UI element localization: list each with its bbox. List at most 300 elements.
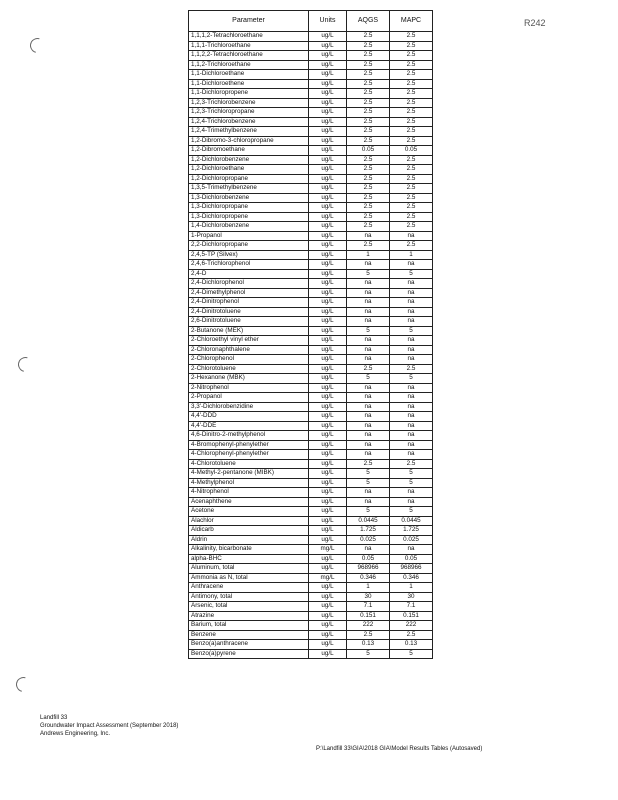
cell-aqgs: 1: [347, 250, 390, 260]
cell-units: ug/L: [309, 222, 347, 232]
table-row: [189, 241, 433, 251]
cell-mapc: na: [390, 307, 433, 317]
cell-aqgs: na: [347, 260, 390, 270]
cell-parameter: 1,3,5-Trimethylbenzene: [189, 184, 309, 194]
cell-aqgs: 2.5: [347, 117, 390, 127]
cell-units: ug/L: [309, 649, 347, 659]
cell-mapc: 2.5: [390, 184, 433, 194]
cell-parameter: 3,3'-Dichlorobenzidine: [189, 402, 309, 412]
cell-units: ug/L: [309, 640, 347, 650]
table-row: [189, 497, 433, 507]
table-row: [189, 193, 433, 203]
cell-parameter: 4-Chlorotoluene: [189, 459, 309, 469]
cell-mapc: 0.0445: [390, 516, 433, 526]
table-row: [189, 41, 433, 51]
cell-mapc: 30: [390, 592, 433, 602]
cell-aqgs: 0.346: [347, 573, 390, 583]
cell-mapc: 2.5: [390, 127, 433, 137]
page-code: R242: [524, 18, 546, 28]
cell-aqgs: 2.5: [347, 89, 390, 99]
cell-parameter: 4-Nitrophenol: [189, 488, 309, 498]
cell-aqgs: 2.5: [347, 155, 390, 165]
cell-aqgs: 5: [347, 649, 390, 659]
cell-parameter: 2,4-Dinitrophenol: [189, 298, 309, 308]
table-row: [189, 79, 433, 89]
table-row: [189, 32, 433, 42]
cell-parameter: 2,4-Dinitrotoluene: [189, 307, 309, 317]
table-row: [189, 146, 433, 156]
cell-parameter: 2-Chlorophenol: [189, 355, 309, 365]
cell-mapc: na: [390, 402, 433, 412]
cell-aqgs: 968966: [347, 564, 390, 574]
cell-mapc: na: [390, 545, 433, 555]
cell-units: ug/L: [309, 393, 347, 403]
cell-units: ug/L: [309, 564, 347, 574]
cell-mapc: na: [390, 497, 433, 507]
cell-parameter: 1,2,3-Trichloropropane: [189, 108, 309, 118]
cell-aqgs: na: [347, 412, 390, 422]
cell-units: ug/L: [309, 98, 347, 108]
table-row: [189, 212, 433, 222]
cell-parameter: Arsenic, total: [189, 602, 309, 612]
cell-mapc: 222: [390, 621, 433, 631]
cell-units: ug/L: [309, 516, 347, 526]
cell-parameter: 2,2-Dichloropropane: [189, 241, 309, 251]
cell-aqgs: 2.5: [347, 41, 390, 51]
table-row: [189, 431, 433, 441]
cell-parameter: 2-Hexanone (MBK): [189, 374, 309, 384]
cell-aqgs: 0.0445: [347, 516, 390, 526]
table-row: [189, 564, 433, 574]
cell-units: ug/L: [309, 203, 347, 213]
cell-units: ug/L: [309, 260, 347, 270]
cell-mapc: na: [390, 440, 433, 450]
cell-mapc: 2.5: [390, 32, 433, 42]
cell-aqgs: 0.151: [347, 611, 390, 621]
cell-parameter: Benzene: [189, 630, 309, 640]
cell-parameter: 4-Methylphenol: [189, 478, 309, 488]
cell-aqgs: 2.5: [347, 630, 390, 640]
cell-aqgs: na: [347, 383, 390, 393]
cell-parameter: 1,4-Dichlorobenzene: [189, 222, 309, 232]
cell-parameter: 1,1,2-Trichloroethane: [189, 60, 309, 70]
cell-aqgs: na: [347, 497, 390, 507]
table-row: [189, 545, 433, 555]
cell-mapc: 7.1: [390, 602, 433, 612]
cell-aqgs: 0.05: [347, 146, 390, 156]
cell-aqgs: na: [347, 288, 390, 298]
cell-parameter: 2-Chloronaphthalene: [189, 345, 309, 355]
cell-aqgs: na: [347, 393, 390, 403]
cell-units: ug/L: [309, 412, 347, 422]
cell-parameter: Alachlor: [189, 516, 309, 526]
cell-aqgs: 2.5: [347, 108, 390, 118]
cell-aqgs: 2.5: [347, 174, 390, 184]
table-row: [189, 592, 433, 602]
cell-mapc: 5: [390, 507, 433, 517]
cell-units: ug/L: [309, 459, 347, 469]
cell-units: ug/L: [309, 212, 347, 222]
table-row: [189, 127, 433, 137]
cell-mapc: 5: [390, 269, 433, 279]
table-row: [189, 117, 433, 127]
cell-units: ug/L: [309, 526, 347, 536]
cell-mapc: na: [390, 279, 433, 289]
cell-units: ug/L: [309, 298, 347, 308]
cell-mapc: 2.5: [390, 60, 433, 70]
cell-aqgs: 5: [347, 269, 390, 279]
cell-aqgs: 1.725: [347, 526, 390, 536]
punch-hole-mark: [27, 35, 47, 55]
cell-mapc: na: [390, 450, 433, 460]
table-header-row: [189, 11, 433, 32]
cell-units: ug/L: [309, 554, 347, 564]
cell-units: ug/L: [309, 355, 347, 365]
table-row: [189, 488, 433, 498]
cell-aqgs: 2.5: [347, 241, 390, 251]
cell-mapc: 0.13: [390, 640, 433, 650]
cell-parameter: Aldrin: [189, 535, 309, 545]
cell-units: ug/L: [309, 611, 347, 621]
punch-hole-mark: [13, 674, 33, 694]
footer-file-path: P:\Landfill 33\GIA\2018 GIA\Model Results Tables (Autosaved): [316, 746, 483, 752]
table-row: [189, 222, 433, 232]
cell-aqgs: na: [347, 307, 390, 317]
cell-mapc: 2.5: [390, 212, 433, 222]
table-row: [189, 89, 433, 99]
cell-units: ug/L: [309, 535, 347, 545]
cell-aqgs: 5: [347, 478, 390, 488]
cell-units: ug/L: [309, 621, 347, 631]
cell-mapc: 968966: [390, 564, 433, 574]
cell-aqgs: na: [347, 440, 390, 450]
cell-units: ug/L: [309, 602, 347, 612]
cell-parameter: Acetone: [189, 507, 309, 517]
table-row: [189, 184, 433, 194]
table-row: [189, 421, 433, 431]
table-row: [189, 507, 433, 517]
cell-units: ug/L: [309, 269, 347, 279]
cell-units: ug/L: [309, 421, 347, 431]
table-row: [189, 554, 433, 564]
cell-parameter: 1,2,4-Trimethylbenzene: [189, 127, 309, 137]
cell-mapc: 2.5: [390, 241, 433, 251]
cell-units: mg/L: [309, 545, 347, 555]
cell-mapc: na: [390, 260, 433, 270]
cell-mapc: 2.5: [390, 165, 433, 175]
cell-units: ug/L: [309, 507, 347, 517]
cell-units: ug/L: [309, 336, 347, 346]
cell-aqgs: 2.5: [347, 212, 390, 222]
cell-aqgs: na: [347, 355, 390, 365]
table-row: [189, 583, 433, 593]
cell-units: ug/L: [309, 231, 347, 241]
table-row: [189, 288, 433, 298]
cell-aqgs: na: [347, 402, 390, 412]
cell-mapc: 2.5: [390, 51, 433, 61]
cell-parameter: 2,4,6-Trichlorophenol: [189, 260, 309, 270]
table-row: [189, 51, 433, 61]
cell-aqgs: na: [347, 317, 390, 327]
cell-units: ug/L: [309, 136, 347, 146]
cell-mapc: na: [390, 412, 433, 422]
cell-parameter: 1,1,1,2-Tetrachloroethane: [189, 32, 309, 42]
table-row: [189, 155, 433, 165]
cell-mapc: na: [390, 421, 433, 431]
column-header-units: Units: [309, 11, 347, 32]
cell-units: ug/L: [309, 127, 347, 137]
cell-aqgs: na: [347, 345, 390, 355]
table-row: [189, 355, 433, 365]
cell-parameter: 4,6-Dinitro-2-methylphenol: [189, 431, 309, 441]
cell-mapc: 2.5: [390, 41, 433, 51]
cell-parameter: 1,2,4-Trichlorobenzene: [189, 117, 309, 127]
table-row: [189, 98, 433, 108]
cell-aqgs: 0.13: [347, 640, 390, 650]
column-header-aqgs: AQGS: [347, 11, 390, 32]
cell-parameter: 1,1,1-Trichloroethane: [189, 41, 309, 51]
cell-parameter: 4-Chlorophenyl-phenylether: [189, 450, 309, 460]
cell-mapc: 1: [390, 250, 433, 260]
cell-parameter: 1,1-Dichloroethene: [189, 79, 309, 89]
cell-mapc: na: [390, 231, 433, 241]
cell-parameter: 1,2-Dichloroethane: [189, 165, 309, 175]
table-row: [189, 526, 433, 536]
cell-units: ug/L: [309, 307, 347, 317]
cell-aqgs: 5: [347, 326, 390, 336]
cell-aqgs: 2.5: [347, 60, 390, 70]
cell-units: ug/L: [309, 592, 347, 602]
table-row: [189, 602, 433, 612]
table-row: [189, 412, 433, 422]
cell-aqgs: 2.5: [347, 98, 390, 108]
table-row: [189, 478, 433, 488]
table-row: [189, 535, 433, 545]
cell-units: ug/L: [309, 41, 347, 51]
cell-aqgs: 0.05: [347, 554, 390, 564]
cell-units: ug/L: [309, 469, 347, 479]
cell-aqgs: 5: [347, 507, 390, 517]
cell-aqgs: 2.5: [347, 184, 390, 194]
cell-mapc: 1: [390, 583, 433, 593]
cell-units: ug/L: [309, 155, 347, 165]
cell-mapc: na: [390, 393, 433, 403]
cell-parameter: Ammonia as N, total: [189, 573, 309, 583]
cell-units: ug/L: [309, 70, 347, 80]
table-row: [189, 307, 433, 317]
cell-aqgs: na: [347, 336, 390, 346]
cell-aqgs: 2.5: [347, 51, 390, 61]
cell-mapc: na: [390, 336, 433, 346]
cell-parameter: Barium, total: [189, 621, 309, 631]
cell-parameter: 2,4-D: [189, 269, 309, 279]
cell-parameter: 4,4'-DDE: [189, 421, 309, 431]
cell-aqgs: 2.5: [347, 203, 390, 213]
cell-aqgs: 2.5: [347, 459, 390, 469]
cell-aqgs: 5: [347, 374, 390, 384]
cell-parameter: Acenaphthene: [189, 497, 309, 507]
cell-units: ug/L: [309, 440, 347, 450]
cell-parameter: 1,2,3-Trichlorobenzene: [189, 98, 309, 108]
table-row: [189, 279, 433, 289]
table-row: [189, 393, 433, 403]
cell-aqgs: 2.5: [347, 193, 390, 203]
cell-aqgs: na: [347, 488, 390, 498]
cell-units: ug/L: [309, 79, 347, 89]
table-row: [189, 450, 433, 460]
cell-parameter: Atrazine: [189, 611, 309, 621]
cell-parameter: 1,3-Dichlorobenzene: [189, 193, 309, 203]
table-row: [189, 174, 433, 184]
cell-units: ug/L: [309, 374, 347, 384]
cell-mapc: na: [390, 383, 433, 393]
cell-parameter: Benzo(a)pyrene: [189, 649, 309, 659]
cell-units: ug/L: [309, 497, 347, 507]
table-row: [189, 402, 433, 412]
cell-aqgs: 1: [347, 583, 390, 593]
table-row: [189, 165, 433, 175]
cell-parameter: 2-Nitrophenol: [189, 383, 309, 393]
table-body: [189, 32, 433, 659]
cell-parameter: 4-Methyl-2-pentanone (MIBK): [189, 469, 309, 479]
cell-parameter: 1,3-Dichloropropane: [189, 203, 309, 213]
cell-aqgs: 2.5: [347, 127, 390, 137]
cell-units: ug/L: [309, 241, 347, 251]
table-row: [189, 440, 433, 450]
table-row: [189, 621, 433, 631]
cell-parameter: Antimony, total: [189, 592, 309, 602]
cell-units: ug/L: [309, 630, 347, 640]
cell-mapc: 2.5: [390, 108, 433, 118]
cell-mapc: 5: [390, 649, 433, 659]
table-row: [189, 383, 433, 393]
cell-units: ug/L: [309, 60, 347, 70]
cell-parameter: Aluminum, total: [189, 564, 309, 574]
cell-mapc: na: [390, 288, 433, 298]
cell-units: ug/L: [309, 32, 347, 42]
cell-parameter: 1,3-Dichloropropene: [189, 212, 309, 222]
cell-parameter: 2,4-Dimethylphenol: [189, 288, 309, 298]
cell-units: ug/L: [309, 431, 347, 441]
table-row: [189, 364, 433, 374]
cell-mapc: na: [390, 431, 433, 441]
cell-mapc: 5: [390, 478, 433, 488]
table-row: [189, 469, 433, 479]
cell-units: ug/L: [309, 317, 347, 327]
table-row: [189, 317, 433, 327]
cell-units: ug/L: [309, 184, 347, 194]
cell-mapc: 5: [390, 326, 433, 336]
table-row: [189, 630, 433, 640]
footer-report-title: Groundwater Impact Assessment (September 2018): [40, 723, 179, 729]
cell-mapc: 5: [390, 374, 433, 384]
cell-parameter: 2-Chloroethyl vinyl ether: [189, 336, 309, 346]
cell-mapc: 2.5: [390, 155, 433, 165]
table-row: [189, 573, 433, 583]
table-row: [189, 250, 433, 260]
cell-mapc: 0.151: [390, 611, 433, 621]
cell-parameter: 2,4-Dichlorophenol: [189, 279, 309, 289]
cell-mapc: 5: [390, 469, 433, 479]
cell-mapc: na: [390, 317, 433, 327]
cell-parameter: 4-Bromophenyl-phenylether: [189, 440, 309, 450]
cell-mapc: 2.5: [390, 117, 433, 127]
cell-aqgs: na: [347, 450, 390, 460]
cell-mapc: 0.346: [390, 573, 433, 583]
cell-aqgs: 2.5: [347, 165, 390, 175]
table-row: [189, 649, 433, 659]
cell-units: ug/L: [309, 478, 347, 488]
column-header-parameter: Parameter: [189, 11, 309, 32]
cell-parameter: alpha-BHC: [189, 554, 309, 564]
table-row: [189, 611, 433, 621]
cell-mapc: 0.05: [390, 146, 433, 156]
cell-parameter: 1,2-Dichloropropane: [189, 174, 309, 184]
footer-site-name: Landfill 33: [40, 715, 68, 721]
cell-parameter: Alkalinity, bicarbonate: [189, 545, 309, 555]
table-row: [189, 345, 433, 355]
footer-company: Andrews Engineering, Inc.: [40, 731, 111, 737]
cell-units: mg/L: [309, 573, 347, 583]
cell-parameter: 2,6-Dinitrotoluene: [189, 317, 309, 327]
cell-units: ug/L: [309, 345, 347, 355]
cell-units: ug/L: [309, 51, 347, 61]
cell-units: ug/L: [309, 383, 347, 393]
cell-units: ug/L: [309, 326, 347, 336]
footer-project-info: [40, 714, 178, 738]
cell-units: ug/L: [309, 165, 347, 175]
cell-mapc: 2.5: [390, 70, 433, 80]
cell-parameter: 1,2-Dichlorobenzene: [189, 155, 309, 165]
cell-mapc: 2.5: [390, 203, 433, 213]
cell-aqgs: 7.1: [347, 602, 390, 612]
table-row: [189, 374, 433, 384]
cell-aqgs: 2.5: [347, 364, 390, 374]
cell-aqgs: 2.5: [347, 79, 390, 89]
cell-parameter: 2-Propanol: [189, 393, 309, 403]
cell-mapc: 2.5: [390, 98, 433, 108]
cell-mapc: na: [390, 488, 433, 498]
punch-hole-mark: [15, 354, 35, 374]
cell-mapc: 2.5: [390, 79, 433, 89]
cell-mapc: na: [390, 355, 433, 365]
table-row: [189, 260, 433, 270]
cell-aqgs: 2.5: [347, 136, 390, 146]
table-row: [189, 269, 433, 279]
cell-aqgs: 2.5: [347, 32, 390, 42]
cell-units: ug/L: [309, 108, 347, 118]
cell-parameter: 1,1-Dichloropropene: [189, 89, 309, 99]
cell-parameter: 2-Chlorotoluene: [189, 364, 309, 374]
cell-mapc: 1.725: [390, 526, 433, 536]
cell-mapc: na: [390, 298, 433, 308]
table-row: [189, 203, 433, 213]
cell-aqgs: 2.5: [347, 70, 390, 80]
cell-units: ug/L: [309, 146, 347, 156]
cell-mapc: 0.05: [390, 554, 433, 564]
cell-parameter: 1,1-Dichloroethane: [189, 70, 309, 80]
table-row: [189, 60, 433, 70]
table-row: [189, 136, 433, 146]
cell-parameter: 2,4,5-TP (Silvex): [189, 250, 309, 260]
cell-aqgs: 5: [347, 469, 390, 479]
cell-mapc: 2.5: [390, 89, 433, 99]
cell-aqgs: 2.5: [347, 222, 390, 232]
table-row: [189, 231, 433, 241]
cell-aqgs: na: [347, 231, 390, 241]
cell-aqgs: na: [347, 279, 390, 289]
parameter-table: [188, 10, 433, 659]
